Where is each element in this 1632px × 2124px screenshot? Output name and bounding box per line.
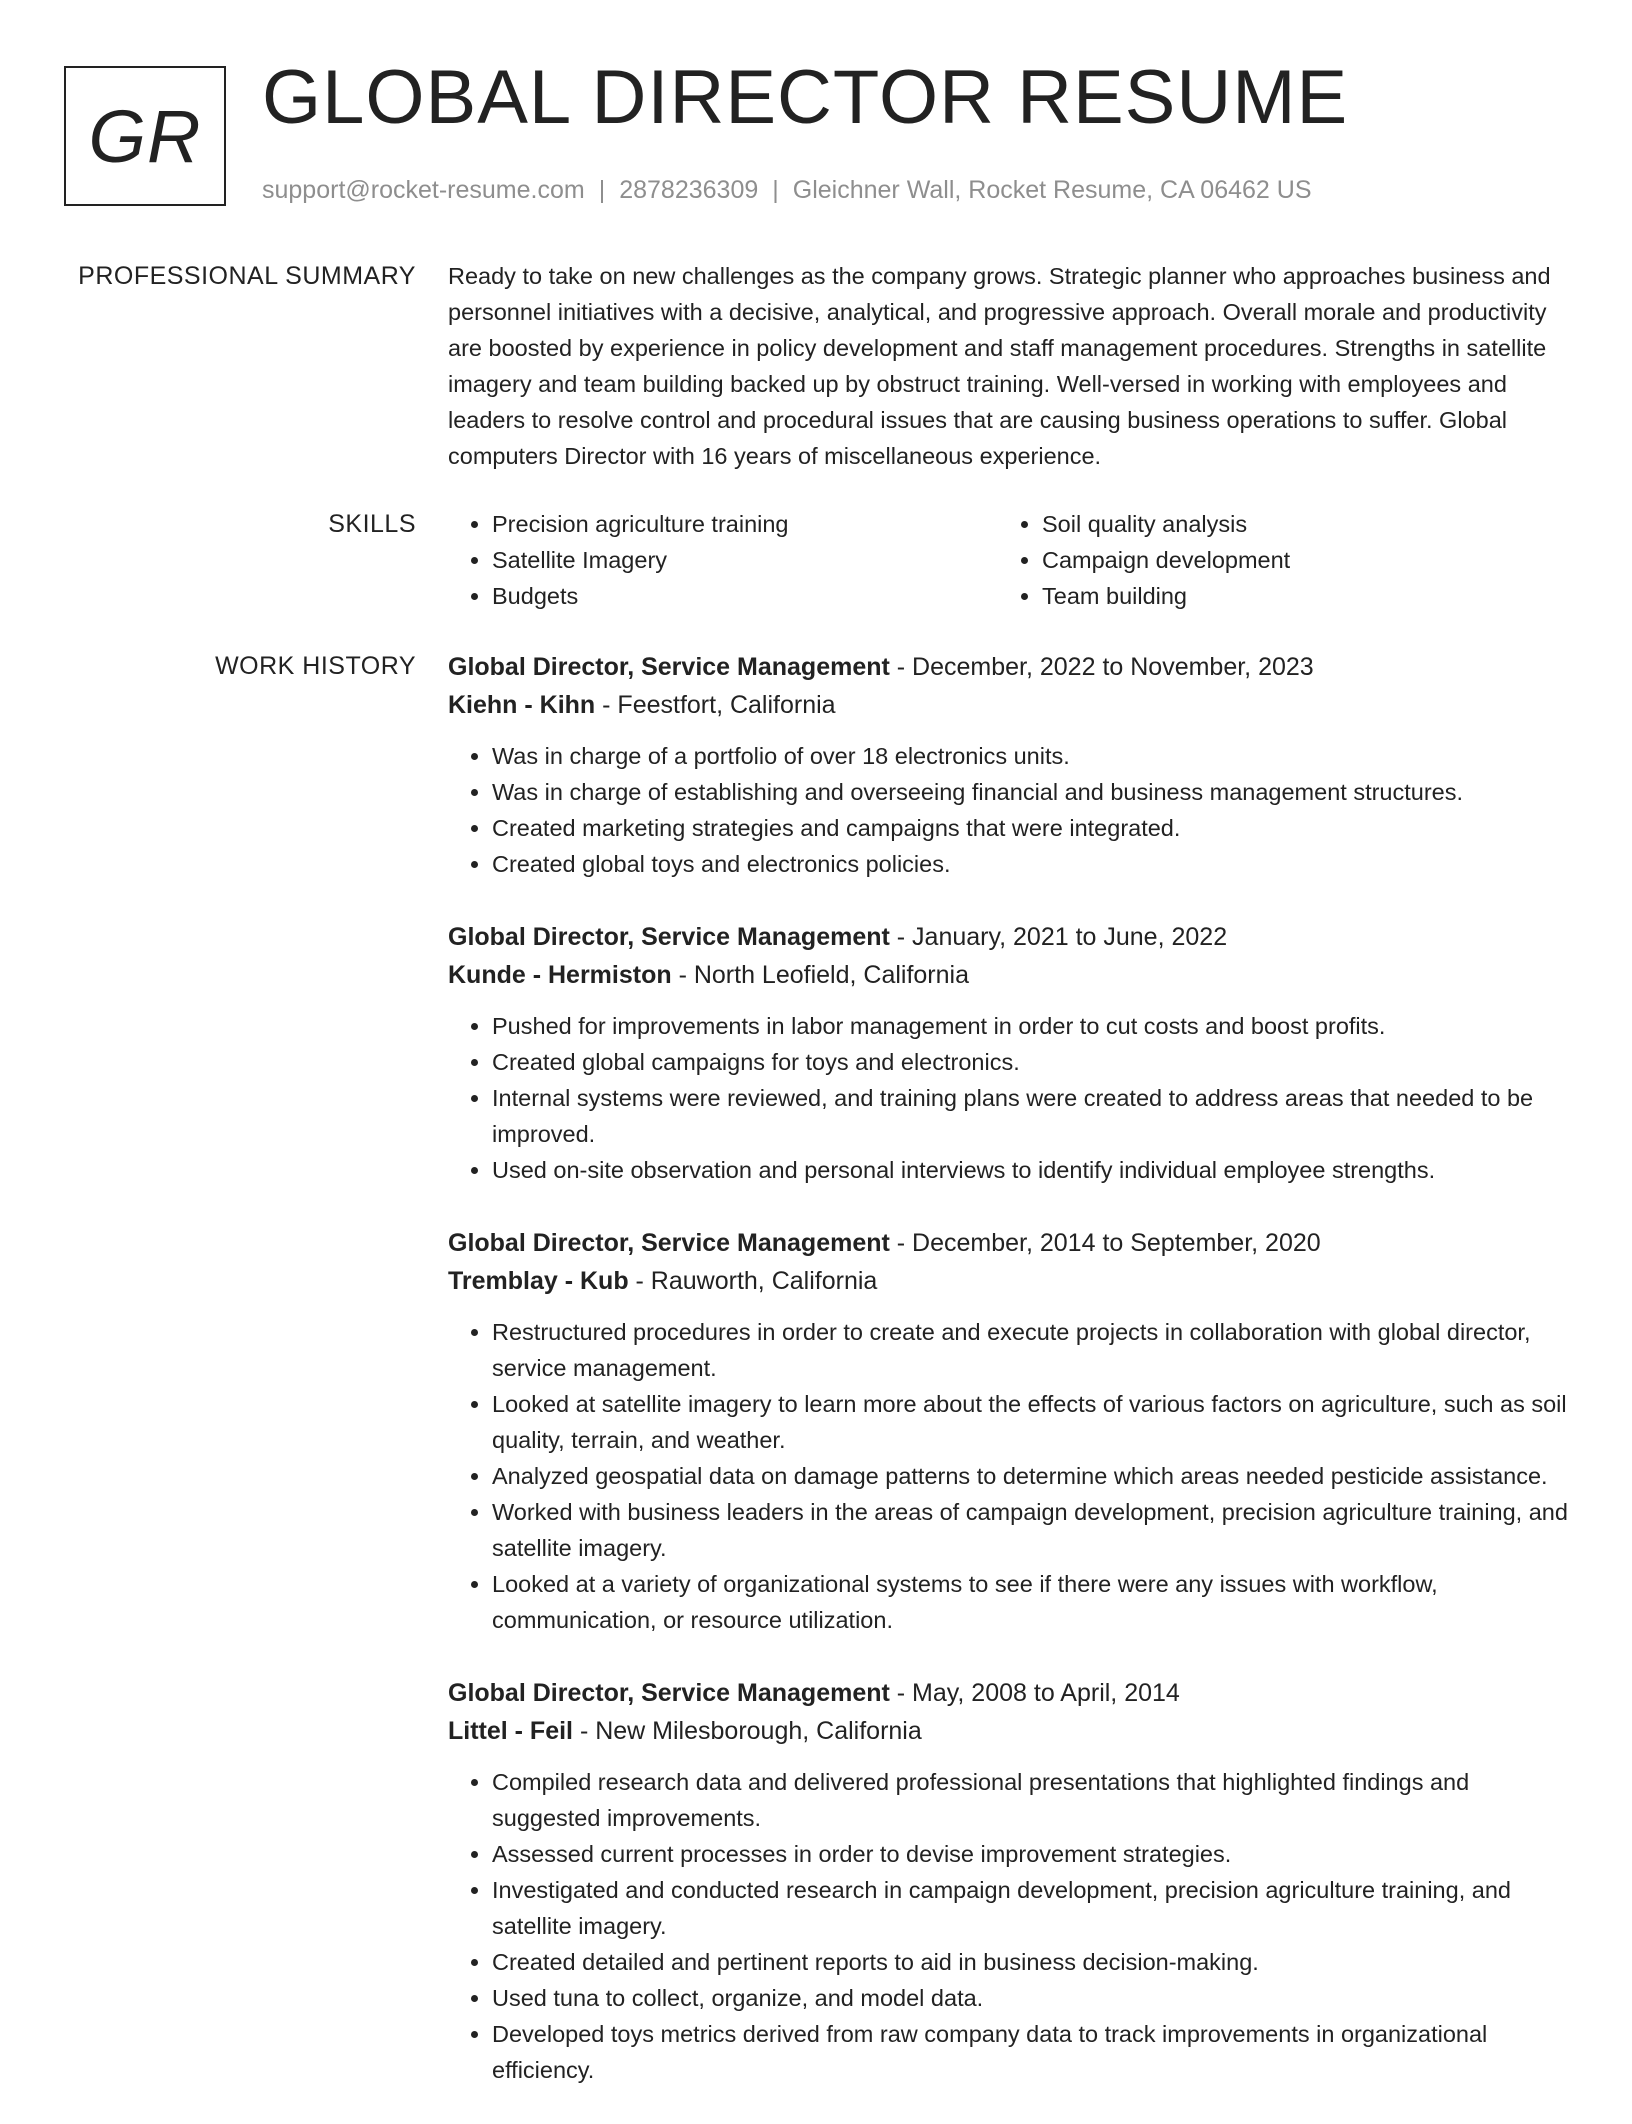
job-bullet: • Used tuna to collect, organize, and model data. bbox=[492, 1980, 1568, 2016]
contact-line bbox=[262, 176, 1312, 205]
job-dates: - May, 2008 to April, 2014 bbox=[889, 1679, 1180, 1707]
job-title-line bbox=[448, 1224, 1568, 1262]
job-location: - North Leofield, California bbox=[671, 961, 969, 989]
job-title: Global Director, Service Management bbox=[448, 1679, 890, 1707]
skill-item: • Soil quality analysis bbox=[1042, 506, 1548, 542]
skill-item: • Precision agriculture training bbox=[492, 506, 998, 542]
job-bullet: • Created detailed and pertinent reports to aid in business decision-making. bbox=[492, 1944, 1568, 1980]
job-bullet: • Analyzed geospatial data on damage patterns to determine which areas needed pesticide assistance. bbox=[492, 1458, 1568, 1494]
resume-title: GLOBAL DIRECTOR RESUME bbox=[262, 55, 1349, 140]
skills-heading: SKILLS bbox=[328, 510, 416, 538]
job-company-line bbox=[448, 1712, 1568, 1750]
job-company-line bbox=[448, 686, 1568, 724]
work-history-heading: WORK HISTORY bbox=[215, 652, 416, 680]
job-bullet: • Created global toys and electronics policies. bbox=[492, 846, 1568, 882]
job-title-line bbox=[448, 648, 1568, 686]
job-bullet: • Looked at a variety of organizational systems to see if there were any issues with workflow, communication, or resource utilization. bbox=[492, 1566, 1568, 1638]
job-bullet: • Pushed for improvements in labor management in order to cut costs and boost profits. bbox=[492, 1008, 1568, 1044]
job-bullet: • Internal systems were reviewed, and training plans were created to address areas that needed to be improved. bbox=[492, 1080, 1568, 1152]
monogram-logo: GR bbox=[64, 66, 226, 206]
job-location: - Feestfort, California bbox=[595, 691, 836, 719]
job-title-line bbox=[448, 918, 1568, 956]
job-bullets bbox=[448, 738, 1568, 882]
job-bullets bbox=[448, 1314, 1568, 1638]
skill-item: • Team building bbox=[1042, 578, 1548, 614]
job-dates: - December, 2022 to November, 2023 bbox=[889, 653, 1314, 681]
job-company: Littel - Feil bbox=[448, 1717, 573, 1745]
job-company-line bbox=[448, 956, 1568, 994]
job-company-line bbox=[448, 1262, 1568, 1300]
contact-separator: | bbox=[598, 176, 606, 204]
contact-phone[interactable]: 2878236309 bbox=[619, 176, 759, 204]
job-bullet: • Looked at satellite imagery to learn more about the effects of various factors on agriculture, such as soil quality, terrain, and weather. bbox=[492, 1386, 1568, 1458]
job-dates: - December, 2014 to September, 2020 bbox=[889, 1229, 1321, 1257]
job-title: Global Director, Service Management bbox=[448, 653, 890, 681]
job-bullet: • Used on-site observation and personal interviews to identify individual employee strengths. bbox=[492, 1152, 1568, 1188]
contact-separator: | bbox=[772, 176, 779, 204]
job-location: - New Milesborough, California bbox=[573, 1717, 922, 1745]
job-bullet: • Assessed current processes in order to devise improvement strategies. bbox=[492, 1836, 1568, 1872]
job-bullet: • Created marketing strategies and campaigns that were integrated. bbox=[492, 810, 1568, 846]
job-title: Global Director, Service Management bbox=[448, 1229, 890, 1257]
job-bullet: • Compiled research data and delivered professional presentations that highlighted findings and suggested improvements. bbox=[492, 1764, 1568, 1836]
job-company: Tremblay - Kub bbox=[448, 1267, 629, 1295]
contact-email[interactable]: support@rocket-resume.com bbox=[262, 176, 585, 204]
job-bullet: • Created global campaigns for toys and electronics. bbox=[492, 1044, 1568, 1080]
job-company: Kunde - Hermiston bbox=[448, 961, 672, 989]
job-location: - Rauworth, California bbox=[628, 1267, 878, 1295]
skill-item: • Campaign development bbox=[1042, 542, 1548, 578]
job-entry bbox=[448, 648, 1568, 882]
skill-item: • Satellite Imagery bbox=[492, 542, 998, 578]
job-bullet: • Developed toys metrics derived from raw company data to track improvements in organizational efficiency. bbox=[492, 2016, 1568, 2088]
skills-list-left bbox=[448, 506, 998, 614]
job-bullet: • Was in charge of establishing and overseeing financial and business management structures. bbox=[492, 774, 1568, 810]
job-entry bbox=[448, 1224, 1568, 1638]
job-bullet: • Was in charge of a portfolio of over 18 electronics units. bbox=[492, 738, 1568, 774]
contact-address: Gleichner Wall, Rocket Resume, CA 06462 US bbox=[792, 176, 1312, 204]
job-bullet: • Restructured procedures in order to create and execute projects in collaboration with global director, service management. bbox=[492, 1314, 1568, 1386]
job-bullets bbox=[448, 1008, 1568, 1188]
summary-heading: PROFESSIONAL SUMMARY bbox=[78, 262, 416, 290]
job-bullet: • Worked with business leaders in the areas of campaign development, precision agriculture training, and satellite imagery. bbox=[492, 1494, 1568, 1566]
job-dates: - January, 2021 to June, 2022 bbox=[889, 923, 1228, 951]
job-title: Global Director, Service Management bbox=[448, 923, 890, 951]
job-title-line bbox=[448, 1674, 1568, 1712]
job-entry bbox=[448, 918, 1568, 1188]
job-company: Kiehn - Kihn bbox=[448, 691, 596, 719]
job-bullets bbox=[448, 1764, 1568, 2088]
job-entry bbox=[448, 1674, 1568, 2088]
summary-text: Ready to take on new challenges as the company grows. Strategic planner who approaches business and personnel initiatives with a decisive, analytical, and progressive approach. Overall morale and productivity are boosted by experience in policy development and staff management procedures. Strengths in satellite imagery and team building backed up by obstruct training. Well-versed in working with employees and leaders to resolve control and procedural issues that are causing business operations to suffer. Global computers Director with 16 years of miscellaneous experience. bbox=[448, 263, 1551, 469]
job-bullet: • Investigated and conducted research in campaign development, precision agriculture training, and satellite imagery. bbox=[492, 1872, 1568, 1944]
skill-item: • Budgets bbox=[492, 578, 998, 614]
skills-list-right bbox=[998, 506, 1548, 614]
